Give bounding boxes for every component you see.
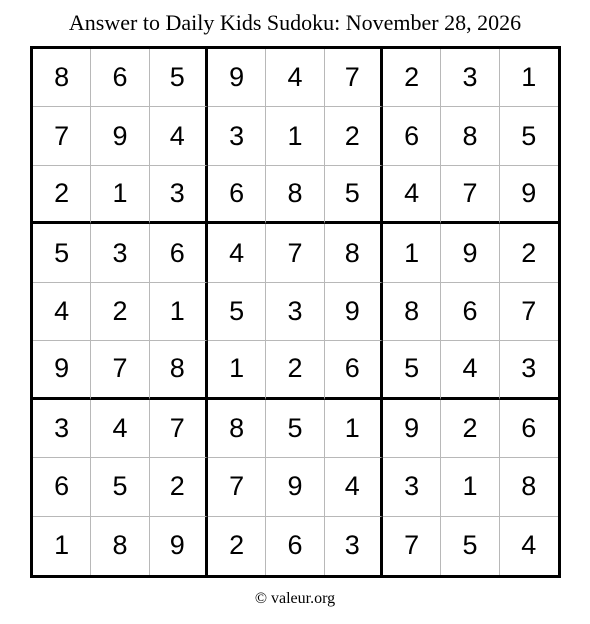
sudoku-cell: 1 xyxy=(500,49,558,107)
sudoku-cell: 4 xyxy=(91,400,149,458)
sudoku-cell: 3 xyxy=(150,166,208,224)
sudoku-cell: 5 xyxy=(325,166,383,224)
sudoku-cell: 6 xyxy=(325,341,383,399)
sudoku-cell: 9 xyxy=(91,107,149,165)
sudoku-cell: 8 xyxy=(33,49,91,107)
sudoku-cell: 8 xyxy=(383,283,441,341)
sudoku-cell: 2 xyxy=(208,517,266,575)
sudoku-cell: 5 xyxy=(208,283,266,341)
sudoku-cell: 3 xyxy=(383,458,441,516)
sudoku-cell: 3 xyxy=(500,341,558,399)
sudoku-cell: 6 xyxy=(150,224,208,282)
sudoku-cell: 7 xyxy=(383,517,441,575)
sudoku-cell: 8 xyxy=(150,341,208,399)
sudoku-cell: 7 xyxy=(266,224,324,282)
sudoku-cell: 5 xyxy=(441,517,499,575)
sudoku-cell: 4 xyxy=(521,530,537,561)
sudoku-cell: 6 xyxy=(33,458,91,516)
sudoku-cell: 7 xyxy=(208,458,266,516)
sudoku-cell: 4 xyxy=(150,107,208,165)
sudoku-cell: 7 xyxy=(33,107,91,165)
sudoku-cell: 6 xyxy=(91,49,149,107)
sudoku-cell: 5 xyxy=(383,341,441,399)
sudoku-cell: 7 xyxy=(500,283,558,341)
sudoku-cell: 9 xyxy=(441,224,499,282)
sudoku-cell: 9 xyxy=(33,341,91,399)
sudoku-cell: 6 xyxy=(383,107,441,165)
sudoku-cell: 8 xyxy=(441,107,499,165)
sudoku-cell: 2 xyxy=(91,283,149,341)
sudoku-cell: 2 xyxy=(500,224,558,282)
sudoku-cell: 6 xyxy=(500,400,558,458)
sudoku-cell: 3 xyxy=(208,107,266,165)
sudoku-cell: 6 xyxy=(266,517,324,575)
sudoku-cell: 8 xyxy=(325,224,383,282)
sudoku-cell: 4 xyxy=(383,166,441,224)
sudoku-cell: 5 xyxy=(150,49,208,107)
sudoku-cell: 4 xyxy=(208,224,266,282)
sudoku-cell: 2 xyxy=(383,49,441,107)
sudoku-cell: 3 xyxy=(441,49,499,107)
sudoku-cell: 1 xyxy=(441,458,499,516)
sudoku-cell: 7 xyxy=(91,341,149,399)
sudoku-cell: 9 xyxy=(325,283,383,341)
sudoku-cell: 4 xyxy=(325,458,383,516)
sudoku-cell: 7 xyxy=(325,49,383,107)
sudoku-cell: 8 xyxy=(266,166,324,224)
sudoku-cell: 5 xyxy=(33,224,91,282)
sudoku-cell: 4 xyxy=(33,283,91,341)
sudoku-grid xyxy=(30,46,561,578)
sudoku-cell: 8 xyxy=(500,458,558,516)
sudoku-cell: 5 xyxy=(500,107,558,165)
sudoku-cell: 2 xyxy=(33,166,91,224)
sudoku-cell: 5 xyxy=(91,458,149,516)
page-title: Answer to Daily Kids Sudoku: November 28, 2026 xyxy=(68,10,522,35)
sudoku-cell: 3 xyxy=(91,224,149,282)
sudoku-cell: 1 xyxy=(91,166,149,224)
sudoku-cell: 3 xyxy=(266,283,324,341)
sudoku-cell: 3 xyxy=(33,400,91,458)
sudoku-cell: 1 xyxy=(325,400,383,458)
sudoku-cell: 1 xyxy=(150,283,208,341)
sudoku-cell: 1 xyxy=(33,517,91,575)
sudoku-cell: 5 xyxy=(266,400,324,458)
sudoku-cell: 8 xyxy=(208,400,266,458)
sudoku-cell: 9 xyxy=(383,400,441,458)
sudoku-cell: 4 xyxy=(266,49,324,107)
sudoku-cell: 2 xyxy=(150,458,208,516)
sudoku-cell: 2 xyxy=(266,341,324,399)
sudoku-cell: 1 xyxy=(383,224,441,282)
copyright-footer: © valeur.org xyxy=(254,590,336,607)
sudoku-cell: 9 xyxy=(266,458,324,516)
sudoku-cell: 6 xyxy=(208,166,266,224)
sudoku-cell: 3 xyxy=(325,517,383,575)
sudoku-cell: 9 xyxy=(150,517,208,575)
sudoku-cell: 7 xyxy=(150,400,208,458)
sudoku-cell: 6 xyxy=(441,283,499,341)
sudoku-cell: 7 xyxy=(441,166,499,224)
sudoku-cell: 1 xyxy=(266,107,324,165)
sudoku-cell: 9 xyxy=(500,166,558,224)
sudoku-cell: 2 xyxy=(441,400,499,458)
sudoku-cell: 1 xyxy=(208,341,266,399)
sudoku-cell: 2 xyxy=(325,107,383,165)
sudoku-cell: 8 xyxy=(91,517,149,575)
sudoku-cell: 4 xyxy=(441,341,499,399)
sudoku-cell: 9 xyxy=(208,49,266,107)
